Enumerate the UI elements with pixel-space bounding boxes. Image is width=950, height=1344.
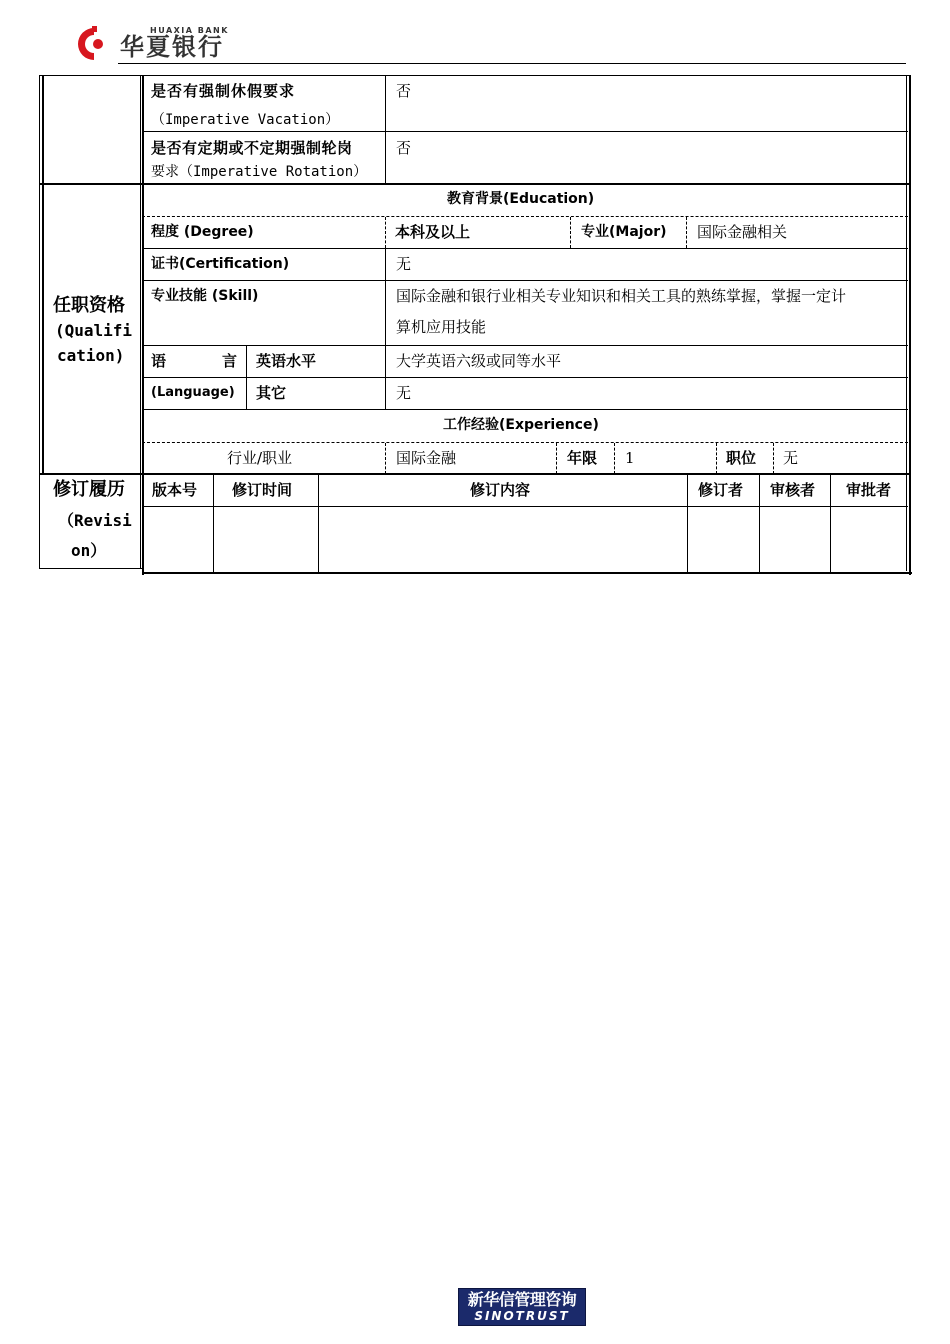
vacation-label-en: （Imperative Vacation） (151, 112, 340, 128)
rotation-value: 否 (396, 139, 412, 157)
degree-label: 程度 (Degree) (151, 224, 254, 240)
revision-side-cn: 修订履历 (53, 479, 125, 500)
other-label: 其它 (256, 384, 287, 402)
vacation-label-cn: 是否有强制休假要求 (151, 82, 296, 100)
revision-col-approver: 审批者 (846, 481, 892, 499)
major-value: 国际金融相关 (697, 223, 788, 241)
rotation-label-en: 要求（Imperative Rotation） (151, 164, 368, 180)
bank-name-cn: 华夏银行 (120, 33, 224, 61)
position-value: 无 (783, 449, 799, 467)
language-label-1b: 言 (222, 352, 238, 370)
revision-col-reviewer: 审核者 (770, 481, 816, 499)
rotation-label-cn: 是否有定期或不定期强制轮岗 (151, 139, 353, 157)
footer-brand-cn: 新华信管理咨询 (467, 1290, 577, 1309)
years-value: 1 (625, 449, 635, 467)
other-value: 无 (396, 384, 412, 402)
cert-label: 证书(Certification) (151, 256, 290, 272)
experience-heading: 工作经验(Experience) (443, 417, 599, 433)
education-heading: 教育背景(Education) (447, 191, 595, 207)
skill-value-line-1: 国际金融和银行业相关专业知识和相关工具的熟练掌握，掌握一定计 (396, 287, 847, 305)
industry-value: 国际金融 (396, 449, 457, 467)
revision-col-version: 版本号 (152, 481, 198, 499)
skill-value-line-2: 算机应用技能 (396, 318, 487, 336)
english-label: 英语水平 (256, 352, 317, 370)
vacation-value: 否 (396, 82, 412, 100)
footer-logo (458, 1288, 586, 1326)
revision-side-en-2: on） (71, 541, 107, 560)
qualification-side-en-2: cation) (57, 346, 125, 365)
revision-col-content: 修订内容 (470, 481, 531, 499)
bank-logo-icon (70, 26, 112, 62)
revision-col-reviser: 修订者 (698, 481, 744, 499)
industry-label: 行业/职业 (227, 449, 293, 467)
degree-value: 本科及以上 (395, 223, 471, 241)
english-value: 大学英语六级或同等水平 (396, 352, 562, 370)
qualification-side-cn: 任职资格 (53, 295, 125, 316)
revision-col-time: 修订时间 (232, 481, 293, 499)
bank-name-en: HUAXIA BANK (150, 26, 229, 35)
header-rule (118, 63, 906, 64)
qualification-side-en-1: (Qualifi (55, 321, 133, 340)
years-label: 年限 (567, 449, 598, 467)
footer-brand-en: SINOTRUST (474, 1309, 570, 1323)
language-label-1a: 语 (151, 352, 167, 370)
skill-label: 专业技能 (Skill) (151, 288, 259, 304)
language-label-2: (Language) (151, 385, 235, 400)
page-header (0, 0, 950, 70)
position-label: 职位 (726, 449, 757, 467)
revision-side-en-1: （Revisi (58, 511, 132, 530)
major-label: 专业(Major) (581, 224, 667, 240)
cert-value: 无 (396, 255, 412, 273)
